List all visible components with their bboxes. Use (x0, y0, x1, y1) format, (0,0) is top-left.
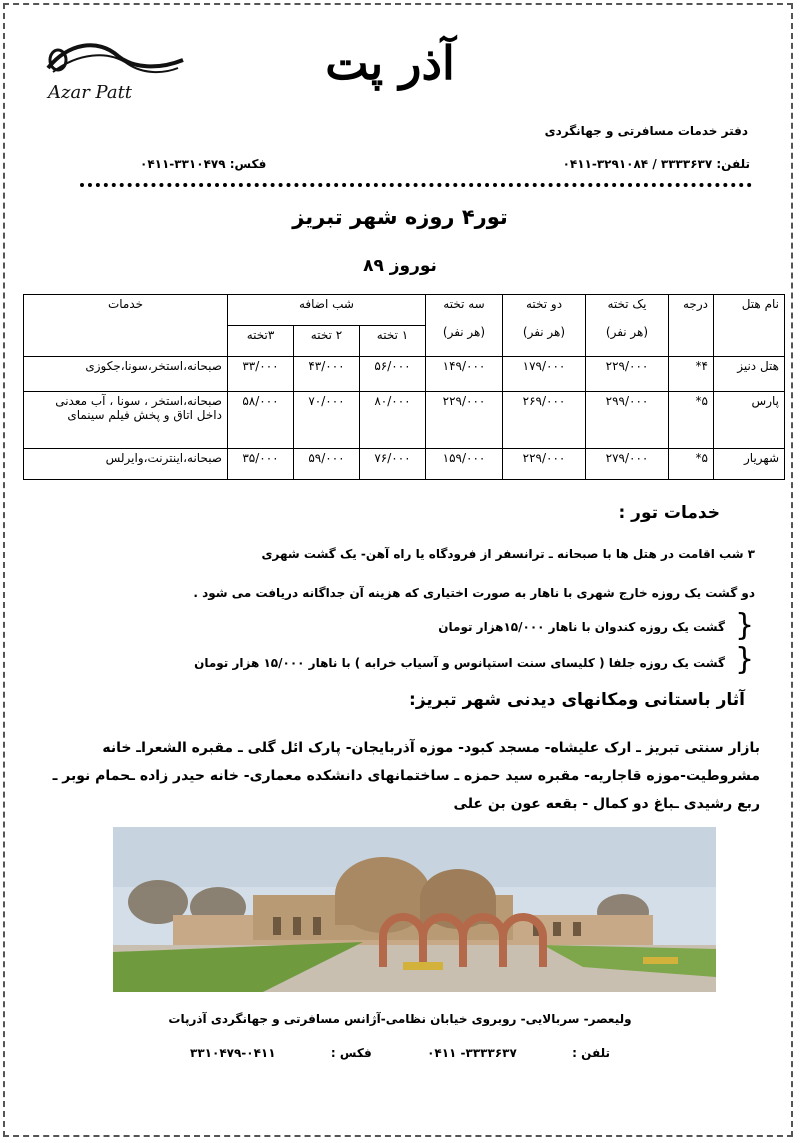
contact-line (140, 157, 750, 171)
header-phone: تلفن: ۳۳۳۳۶۳۷ / ۳۲۹۱۰۸۴-۰۴۱۱ (562, 157, 750, 171)
footer-phone: ۳۳۳۳۶۳۷- ۰۴۱۱ (427, 1046, 517, 1060)
cell-extra-2: ۵۹/۰۰۰ (294, 449, 360, 480)
mosque-photo (113, 827, 716, 992)
header-extra-night: شب اضافه (228, 295, 426, 326)
cell-single: ۲۷۹/۰۰۰ (586, 449, 669, 480)
header-triple (426, 295, 503, 357)
header-services: خدمات (24, 295, 228, 357)
cell-hotel: هتل دنیز (714, 357, 785, 392)
header-double-label: دو تخته (525, 297, 563, 311)
cell-extra-3: ۳۵/۰۰۰ (228, 449, 294, 480)
dotted-divider (80, 183, 752, 187)
tour-title: تور۴ روزه شهر تبریز (292, 205, 508, 229)
footer-address: ولیعصر- سربالایی- روبروی خیابان نظامی-آژانس مسافرتی و جهانگردی آذرپات (168, 1012, 632, 1026)
company-logo (38, 38, 188, 108)
cell-extra-1: ۷۶/۰۰۰ (360, 449, 426, 480)
cell-extra-2: ۷۰/۰۰۰ (294, 392, 360, 449)
brand-title: آذر پت (325, 36, 455, 90)
brace-bottom: } (735, 642, 755, 677)
cell-extra-1: ۸۰/۰۰۰ (360, 392, 426, 449)
sights-list: بازار سنتی تبریز ـ ارک علیشاه- مسجد کبود- موزه آذربایجان- پارک ائل گلی ـ مقبره الشعراـ خانه مشروطیت-موزه قاجاریه- مقبره سید حمزه ـ ساختمانهای دانشکده معماری- خانه حیدر زاده ـحمام نوبر ـ ربع رشیدی ـباغ دو کمال - بقعه عون بن علی (52, 740, 760, 812)
sights-heading: آثار باستانی ومکانهای دیدنی شهر تبریز: (409, 690, 745, 710)
cell-grade: ۴* (669, 357, 714, 392)
table-row (24, 449, 785, 480)
cell-triple: ۲۲۹/۰۰۰ (426, 392, 503, 449)
footer-fax-label: فکس : (330, 1046, 372, 1060)
header-single-per: (هر نفر) (605, 325, 649, 339)
cell-hotel: پارس (714, 392, 785, 449)
footer-contacts (190, 1046, 610, 1060)
header-triple-label: سه تخته (443, 297, 485, 311)
cell-services: صبحانه،استخر ، سونا ، آب معدنی داخل اتاق و پخش فیلم سینمای (24, 392, 228, 449)
tour-services-heading: خدمات تور : (618, 503, 720, 523)
tour-services-line1: ۳ شب اقامت در هتل ها با صبحانه ـ ترانسفر از فرودگاه یا راه آهن- یک گشت شهری (261, 547, 755, 561)
tour-option-2: گشت یک روزه جلفا ( کلیسای سنت استپانوس و آسیاب خرابه ) با ناهار ۱۵/۰۰۰ هزار تومان (194, 656, 725, 670)
footer-fax: ۳۳۱۰۴۷۹-۰۴۱۱ (190, 1046, 276, 1060)
header-extra-2: ۲ تخته (294, 326, 360, 357)
cell-double: ۱۷۹/۰۰۰ (503, 357, 586, 392)
logo-text: Azar Patt (48, 82, 133, 103)
logo-swoosh-icon (38, 38, 188, 83)
tour-services-line2: دو گشت یک روزه خارج شهری با ناهار به صورت اختیاری که هزینه آن جداگانه دریافت می شود . (193, 586, 755, 600)
header-hotel: نام هتل (714, 295, 785, 357)
cell-extra-3: ۵۸/۰۰۰ (228, 392, 294, 449)
cell-extra-2: ۴۳/۰۰۰ (294, 357, 360, 392)
cell-services: صبحانه،اینترنت،وایرلس (24, 449, 228, 480)
table-row (24, 392, 785, 449)
header-extra-1: ۱ تخته (360, 326, 426, 357)
price-table (23, 294, 785, 480)
header-single (586, 295, 669, 357)
cell-grade: ۵* (669, 449, 714, 480)
cell-extra-3: ۳۳/۰۰۰ (228, 357, 294, 392)
header-double (503, 295, 586, 357)
tour-subtitle: نوروز ۸۹ (363, 256, 437, 276)
header-extra-3: ۳تخته (228, 326, 294, 357)
cell-single: ۲۹۹/۰۰۰ (586, 392, 669, 449)
office-name: دفتر خدمات مسافرتی و جهانگردی (544, 124, 748, 138)
header-fax: فکس: ۳۳۱۰۴۷۹-۰۴۱۱ (140, 157, 267, 171)
header-grade: درجه (669, 295, 714, 357)
cell-extra-1: ۵۶/۰۰۰ (360, 357, 426, 392)
cell-triple: ۱۴۹/۰۰۰ (426, 357, 503, 392)
cell-triple: ۱۵۹/۰۰۰ (426, 449, 503, 480)
tour-option-1: گشت یک روزه کندوان با ناهار ۱۵/۰۰۰هزار تومان (438, 620, 725, 634)
cell-double: ۲۶۹/۰۰۰ (503, 392, 586, 449)
header-single-label: یک تخته (607, 297, 647, 311)
header-double-per: (هر نفر) (522, 325, 566, 339)
cell-services: صبحانه،استخر،سونا،جکوزی (24, 357, 228, 392)
header-triple-per: (هر نفر) (442, 325, 486, 339)
cell-grade: ۵* (669, 392, 714, 449)
cell-single: ۲۲۹/۰۰۰ (586, 357, 669, 392)
footer-phone-label: تلفن : (572, 1046, 610, 1060)
cell-double: ۲۲۹/۰۰۰ (503, 449, 586, 480)
table-row (24, 357, 785, 392)
brace-top: } (735, 608, 755, 643)
cell-hotel: شهریار (714, 449, 785, 480)
